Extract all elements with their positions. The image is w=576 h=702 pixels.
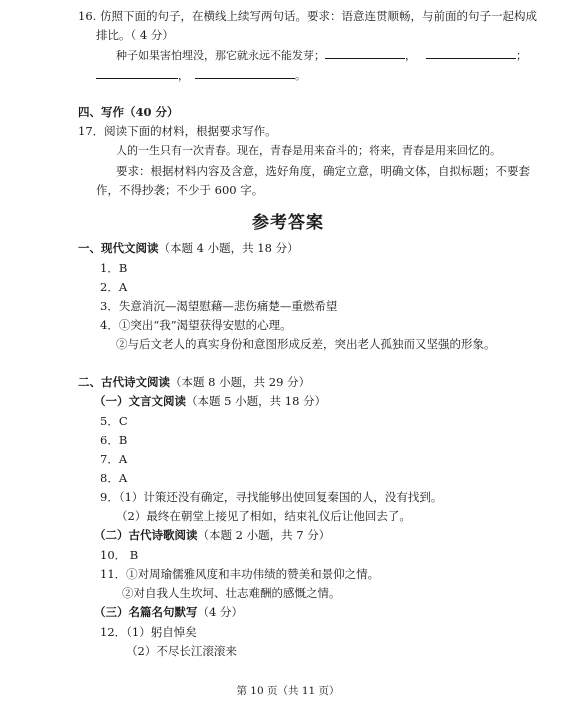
q16-prompt: 种子如果害怕埋没，那它就永远不能发芽； bbox=[116, 49, 325, 62]
section2-heading bbox=[78, 374, 310, 390]
section2-title: 二、古代诗文阅读 bbox=[78, 375, 170, 389]
q16-line2: 排比。（ 4 分） bbox=[96, 28, 174, 42]
q16-line1: 16. 仿照下面的句子，在横线上续写两句话。要求：语意连贯顺畅，与前面的句子一起构成 bbox=[78, 9, 537, 23]
page-footer: 第 10 页（共 11 页） bbox=[236, 685, 340, 697]
section1-note: （本题 4 小题，共 18 分） bbox=[158, 241, 299, 255]
subsection2-note: （本题 2 小题，共 7 分） bbox=[197, 528, 331, 542]
answer-6: 6．B bbox=[100, 433, 128, 447]
subsection3-label: （三）名篇名句默写 bbox=[94, 605, 198, 619]
answer-blank bbox=[96, 67, 178, 79]
writing-requirement-1: 要求：根据材料内容及含意，选好角度，确定立意，明确文体，自拟标题；不要套 bbox=[116, 164, 530, 178]
section1-title: 一、现代文阅读 bbox=[78, 241, 159, 255]
q17-line: 17．阅读下面的材料，根据要求写作。 bbox=[78, 124, 277, 138]
answer-11b: ②对自我人生坎坷、壮志难酬的感慨之情。 bbox=[122, 586, 341, 600]
q16-end: 。 bbox=[295, 69, 306, 82]
writing-requirement-2: 作，不得抄袭；不少于 600 字。 bbox=[96, 183, 264, 197]
answer-4a: 4．①突出“我”渴望获得安慰的心理。 bbox=[100, 318, 292, 332]
answer-4b: ②与后文老人的真实身份和意图形成反差，突出老人孤独而又坚强的形象。 bbox=[116, 337, 496, 351]
subsection2-heading bbox=[94, 527, 330, 543]
answer-3: 3．失意消沉—渴望慰藉—悲伤痛楚—重燃希望 bbox=[100, 299, 338, 313]
answer-12a: 12．（1）躬自悼矣 bbox=[100, 625, 197, 639]
answer-8: 8．A bbox=[100, 471, 128, 485]
section1-heading bbox=[78, 240, 299, 256]
subsection1-note: （本题 5 小题，共 18 分） bbox=[186, 394, 327, 408]
answer-10: 10． B bbox=[100, 548, 139, 562]
subsection3-heading bbox=[94, 604, 243, 620]
q16-sep2: ； bbox=[516, 49, 527, 62]
answer-5: 5．C bbox=[100, 414, 128, 428]
answer-1: 1．B bbox=[100, 261, 128, 275]
q16-answer-line1 bbox=[116, 47, 527, 64]
writing-material: 人的一生只有一次青春。现在，青春是用来奋斗的；将来，青春是用来回忆的。 bbox=[116, 144, 501, 157]
section2-note: （本题 8 小题，共 29 分） bbox=[170, 375, 311, 389]
writing-heading: 四、写作（40 分） bbox=[78, 105, 179, 119]
subsection3-note: （4 分） bbox=[197, 605, 243, 619]
subsection2-label: （二）古代诗歌阅读 bbox=[94, 528, 198, 542]
answer-blank bbox=[426, 47, 516, 59]
answer-blank bbox=[195, 67, 295, 79]
q16-sep3: ， bbox=[178, 69, 189, 82]
subsection1-label: （一）文言文阅读 bbox=[94, 394, 186, 408]
q16-answer-line2 bbox=[96, 67, 306, 84]
answer-2: 2．A bbox=[100, 280, 128, 294]
answer-9b: （2）最终在朝堂上接见了相如，结束礼仪后让他回去了。 bbox=[116, 509, 411, 523]
answer-9a: 9．（1）计策还没有确定，寻找能够出使回复秦国的人，没有找到。 bbox=[100, 490, 443, 504]
answer-7: 7．A bbox=[100, 452, 128, 466]
answer-12b: （2）不尽长江滚滚来 bbox=[126, 644, 237, 658]
answer-11a: 11．①对周瑜儒雅风度和丰功伟绩的赞美和景仰之情。 bbox=[100, 567, 380, 581]
answer-blank bbox=[325, 47, 405, 59]
answers-title: 参考答案 bbox=[252, 213, 324, 233]
q16-sep1: ， bbox=[405, 49, 416, 62]
subsection1-heading bbox=[94, 393, 326, 409]
